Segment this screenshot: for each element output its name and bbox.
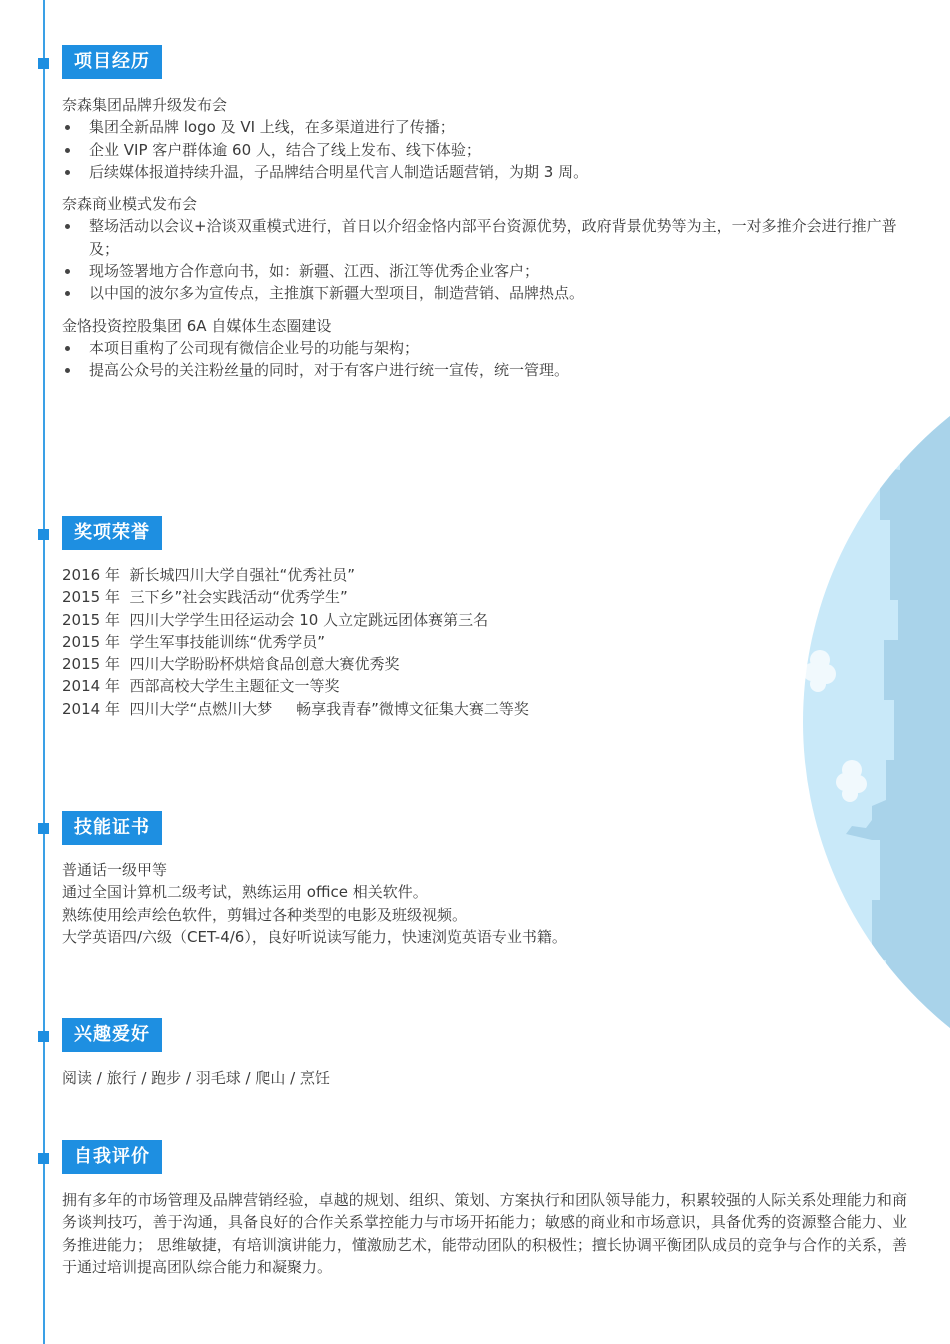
project-title: 金恪投资控股集团 6A 自媒体生态圈建设 <box>62 316 332 335</box>
list-item: 以中国的波尔多为宣传点，主推旗下新疆大型项目，制造营销、品牌热点。 <box>62 282 912 304</box>
list-item: 整场活动以会议+洽谈双重模式进行，首日以介绍金恪内部平台资源优势，政府背景优势等为主，一对多推介会进行推广普及； <box>62 215 912 260</box>
project-bullets <box>62 215 912 304</box>
section-heading-hobbies: 兴趣爱好 <box>62 1018 162 1052</box>
section-marker-skills <box>38 823 49 834</box>
hobbies-content <box>62 1067 330 1089</box>
self-evaluation-text: 拥有多年的市场管理及品牌营销经验，卓越的规划、组织、策划、方案执行和团队领导能力，积累较强的人际关系处理能力和商务谈判技巧，善于沟通，具备良好的合作关系掌控能力与市场开拓能力；敏感的商业和市场意识，具备优秀的资源整合能力、业务推进能力； 思维敏捷，有培训演讲能力，懂激励艺术，能带动团队的积极性；擅长协调平衡团队成员的竞争与合作的关系，善于通过培训提高团队综合能力和凝聚力。 <box>62 1191 907 1276</box>
section-marker-hobbies <box>38 1031 49 1042</box>
skill-item: 熟练使用绘声绘色软件，剪辑过各种类型的电影及班级视频。 <box>62 905 468 924</box>
cloud-4 <box>710 686 760 752</box>
award-item: 2016 年 新长城四川大学自强社“优秀社员” <box>62 566 356 584</box>
skill-item: 通过全国计算机二级考试，熟练运用 office 相关软件。 <box>62 883 428 902</box>
awards-content <box>62 564 529 720</box>
skills-content <box>62 859 567 948</box>
cloud-1 <box>801 459 834 500</box>
project-bullets <box>62 337 912 382</box>
section-heading-projects: 项目经历 <box>62 45 162 79</box>
award-item: 2015 年 四川大学学生田径运动会 10 人立定跳远团体赛第三名 <box>62 610 489 629</box>
project-bullets <box>62 116 912 183</box>
list-item: 提高公众号的关注粉丝量的同时，对于有客户进行统一宣传，统一管理。 <box>62 359 912 381</box>
section-heading-self-evaluation: 自我评价 <box>62 1140 162 1174</box>
award-item: 2015 年 四川大学盼盼杯烘焙食品创意大赛优秀奖 <box>62 655 400 674</box>
skill-item: 普通话一级甲等 <box>62 861 168 879</box>
list-item: 现场签署地方合作意向书，如：新疆、江西、浙江等优秀企业客户； <box>62 260 912 282</box>
list-item: 本项目重构了公司现有微信企业号的功能与架构； <box>62 337 912 359</box>
award-item: 2014 年 西部高校大学生主题征文一等奖 <box>62 677 340 696</box>
project-title: 奈森商业模式发布会 <box>62 195 198 214</box>
award-item: 2015 年 学生军事技能训练“优秀学员” <box>62 632 326 651</box>
self-evaluation-content <box>62 1189 907 1278</box>
award-item: 2015 年 三下乡”社会实践活动“优秀学生” <box>62 588 348 607</box>
skill-item: 大学英语四/六级（CET-4/6），良好听说读写能力，快速浏览英语专业书籍。 <box>62 927 567 946</box>
section-marker-projects <box>38 58 49 69</box>
section-heading-awards: 奖项荣誉 <box>62 516 162 550</box>
section-marker-self-evaluation <box>38 1153 49 1164</box>
section-marker-awards <box>38 529 49 540</box>
project-title: 奈森集团品牌升级发布会 <box>62 96 228 114</box>
award-item: 2014 年 四川大学“点燃川大梦 畅享我青春”微博文征集大赛二等奖 <box>62 699 529 718</box>
list-item: 集团全新品牌 logo 及 VI 上线，在多渠道进行了传播； <box>62 116 912 138</box>
cloud-2 <box>749 558 781 600</box>
list-item: 企业 VIP 客户群体逾 60 人，结合了线上发布、线下体验； <box>62 139 912 161</box>
cloud-7 <box>829 998 861 1040</box>
hobbies-text: 阅读 / 旅行 / 跑步 / 羽毛球 / 爬山 / 烹饪 <box>62 1069 330 1087</box>
section-heading-skills: 技能证书 <box>62 811 162 845</box>
list-item: 后续媒体报道持续升温，子品牌结合明星代言人制造话题营销，为期 3 周。 <box>62 161 912 183</box>
projects-content <box>62 94 912 392</box>
cloud-6 <box>759 836 792 878</box>
